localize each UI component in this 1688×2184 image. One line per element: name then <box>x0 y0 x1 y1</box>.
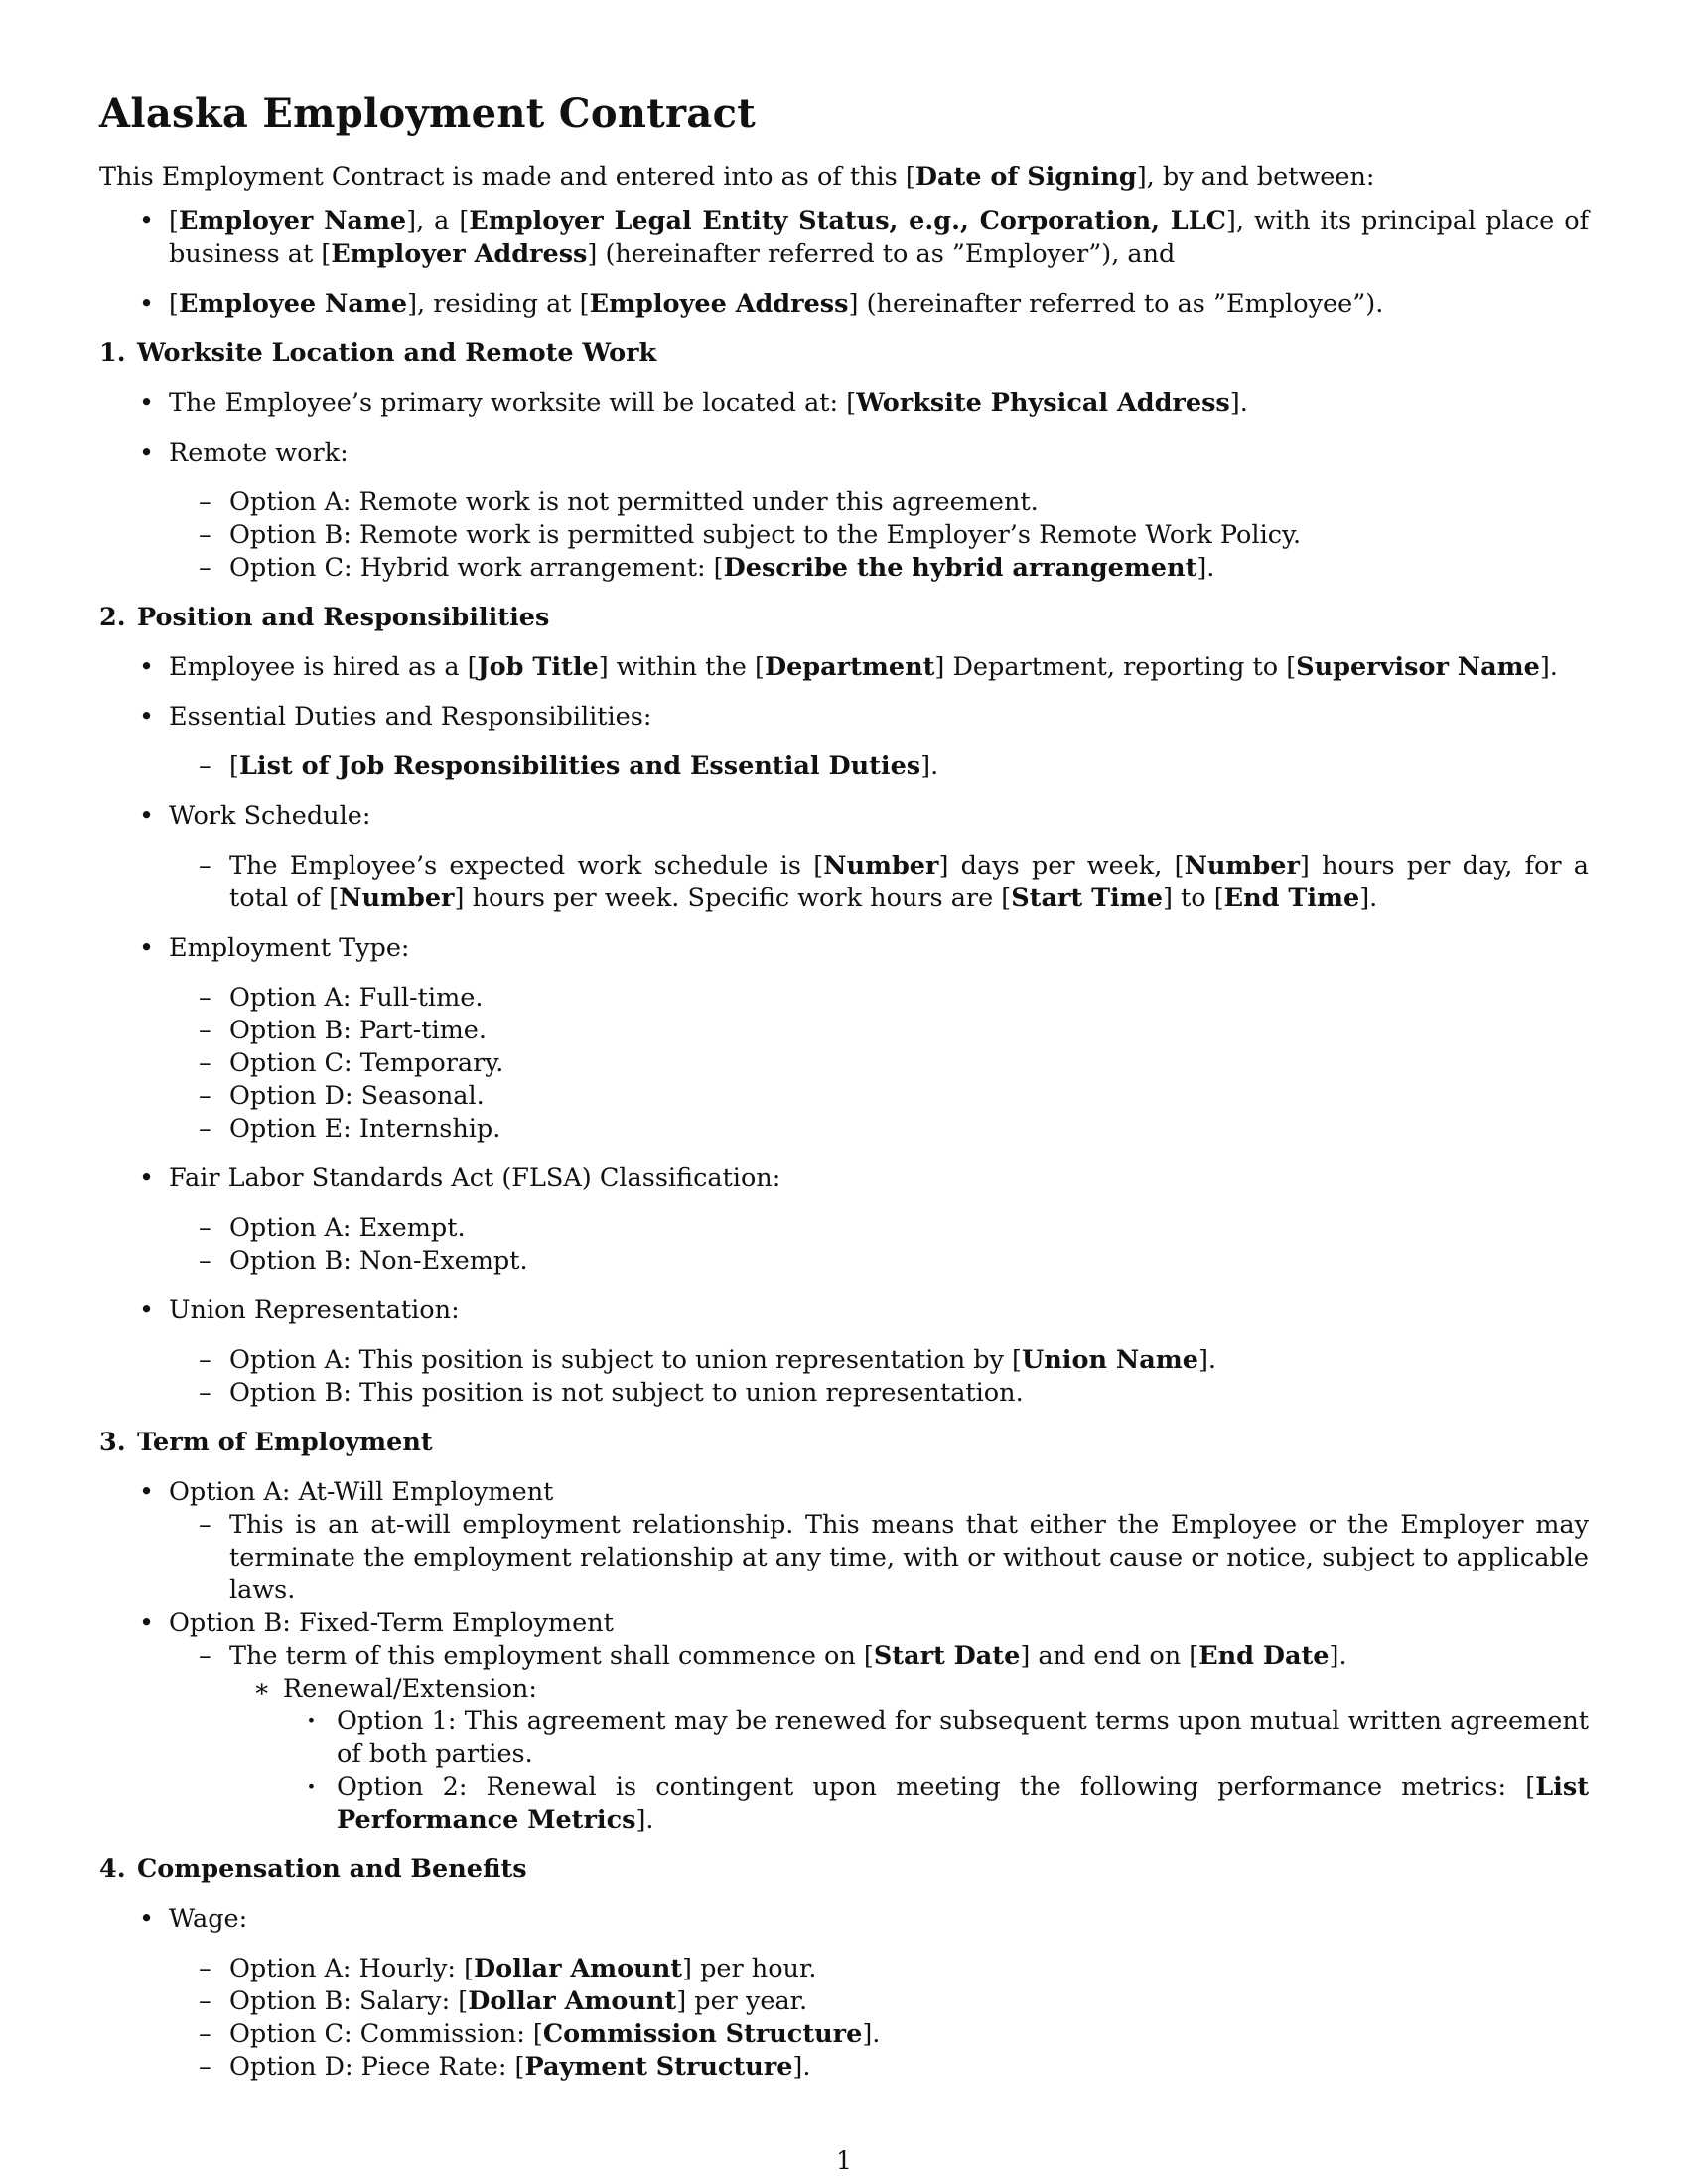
job-title-field: Job Title <box>477 652 599 682</box>
section-title: Compensation and Benefits <box>137 1854 527 1884</box>
list-item: – [List of Job Responsibilities and Essential Duties]. <box>169 751 1589 783</box>
list-label: Renewal/Extension: <box>283 1674 537 1704</box>
payment-structure-field: Payment Structure <box>524 2052 793 2082</box>
employer-entity-field: Employer Legal Entity Status, e.g., Corporation, LLC <box>469 206 1226 236</box>
list-label: Wage: <box>169 1904 248 1934</box>
flsa-item <box>99 1162 1589 1278</box>
wage-options <box>169 1953 1589 2084</box>
section-title: Position and Responsibilities <box>137 603 550 632</box>
section-3-list <box>99 1476 1589 1837</box>
section-title: Worksite Location and Remote Work <box>137 339 657 368</box>
at-will-item <box>99 1476 1589 1607</box>
duties-options <box>169 751 1589 783</box>
department-field: Department <box>764 652 935 682</box>
date-of-signing-field: Date of Signing <box>914 162 1137 192</box>
employment-type-item <box>99 932 1589 1146</box>
list-item: – This is an at-will employment relationship. This means that either the Employee or the Employer may terminate the employment relationship at any time, with or without cause or notice, subject to applicable laws. <box>169 1509 1589 1607</box>
remote-work-item <box>99 437 1589 585</box>
list-item: – Option A: Hourly: [Dollar Amount] per hour. <box>169 1953 1589 1985</box>
list-item: – Option B: Salary: [Dollar Amount] per year. <box>169 1985 1589 2018</box>
end-date-field: End Date <box>1198 1641 1330 1671</box>
remote-options <box>169 486 1589 585</box>
intro-text: ], by and between: <box>1136 162 1375 192</box>
list-item: – Option A: This position is subject to union representation by [Union Name]. <box>169 1344 1589 1377</box>
hours-number-field: Number <box>1184 851 1300 881</box>
renewal-options <box>283 1706 1589 1837</box>
list-item: – The Employee’s expected work schedule is [Number] days per week, [Number] hours per day, for a total of [Number] hours per week. Specific work hours are [Start Time] to [End Time]. <box>169 850 1589 915</box>
days-number-field: Number <box>823 851 939 881</box>
schedule-item <box>99 800 1589 915</box>
section-2-list <box>99 651 1589 1410</box>
list-item: – Option C: Hybrid work arrangement: [Describe the hybrid arrangement]. <box>169 552 1589 585</box>
parties-list <box>99 205 1589 321</box>
document-page <box>99 0 1589 2101</box>
page-number: 1 <box>836 2146 852 2175</box>
intro-text: This Employment Contract is made and entered into as of this [ <box>99 162 915 192</box>
list-item: · Option 2: Renewal is contingent upon meeting the following performance metrics: [List Performance Metrics]. <box>307 1771 1589 1837</box>
employee-party: • [Employee Name], residing at [Employee Address] (hereinafter referred to as ”Employee”). <box>99 288 1589 321</box>
list-label: Option B: Fixed-Term Employment <box>169 1608 614 1638</box>
performance-metrics-field: List Performance Metrics <box>337 1772 1589 1835</box>
section-number: 4. <box>99 1854 126 1884</box>
at-will-details <box>169 1509 1589 1607</box>
employee-name-field: Employee Name <box>178 289 408 319</box>
union-item <box>99 1295 1589 1410</box>
list-item: – The term of this employment shall commence on [Start Date] and end on [End Date]. ∗ Renewal/Extension: · Option 1: This agreement may be renewed for subsequent terms upon mutual written agreement of both parties. · Option 2: Renewal is contingent upon meeting the following performance metrics: [List Performance Metrics]. <box>169 1640 1589 1837</box>
worksite-address-field: Worksite Physical Address <box>856 388 1230 418</box>
list-label: Fair Labor Standards Act (FLSA) Classification: <box>169 1163 781 1193</box>
section-title: Term of Employment <box>137 1428 433 1457</box>
fixed-term-item <box>99 1607 1589 1837</box>
list-label: Remote work: <box>169 438 349 468</box>
hire-item: • Employee is hired as a [Job Title] within the [Department] Department, reporting to [Supervisor Name]. <box>99 651 1589 684</box>
list-item: – Option D: Seasonal. <box>169 1080 1589 1113</box>
wage-item <box>99 1903 1589 2084</box>
schedule-options <box>169 850 1589 915</box>
section-number: 2. <box>99 603 126 632</box>
hybrid-arrangement-field: Describe the hybrid arrangement <box>723 553 1197 583</box>
flsa-options <box>169 1212 1589 1278</box>
hourly-amount-field: Dollar Amount <box>474 1954 683 1983</box>
employee-address-field: Employee Address <box>589 289 849 319</box>
employer-party: • [Employer Name], a [Employer Legal Entity Status, e.g., Corporation, LLC], with its principal place of business at [Employer Address] (hereinafter referred to as ”Employer”), and <box>99 205 1589 271</box>
salary-amount-field: Dollar Amount <box>468 1986 677 2016</box>
duties-field: List of Job Responsibilities and Essential Duties <box>238 751 921 781</box>
commission-structure-field: Commission Structure <box>542 2019 863 2049</box>
list-item: – Option A: Exempt. <box>169 1212 1589 1245</box>
start-time-field: Start Time <box>1011 884 1163 913</box>
list-label: Union Representation: <box>169 1296 460 1325</box>
list-item: – Option C: Commission: [Commission Structure]. <box>169 2018 1589 2051</box>
list-item: – Option C: Temporary. <box>169 1047 1589 1080</box>
worksite-item: • The Employee’s primary worksite will be located at: [Worksite Physical Address]. <box>99 387 1589 420</box>
list-item: – Option B: Remote work is permitted subject to the Employer’s Remote Work Policy. <box>169 519 1589 552</box>
list-item: – Option B: Part-time. <box>169 1015 1589 1047</box>
list-label: Work Schedule: <box>169 801 371 831</box>
document-title: Alaska Employment Contract <box>99 90 757 137</box>
duties-item <box>99 701 1589 783</box>
list-item: – Option E: Internship. <box>169 1113 1589 1146</box>
list-label: Employment Type: <box>169 933 410 963</box>
union-name-field: Union Name <box>1022 1345 1198 1375</box>
intro-paragraph <box>99 161 1589 194</box>
start-date-field: Start Date <box>873 1641 1021 1671</box>
section-1-list <box>99 387 1589 585</box>
list-item: – Option D: Piece Rate: [Payment Structure]. <box>169 2051 1589 2084</box>
list-item: · Option 1: This agreement may be renewed for subsequent terms upon mutual written agreement of both parties. <box>307 1706 1589 1771</box>
section-4-heading <box>99 1853 1589 1886</box>
fixed-term-details <box>169 1640 1589 1837</box>
employer-name-field: Employer Name <box>178 206 407 236</box>
list-item: – Option B: Non-Exempt. <box>169 1245 1589 1278</box>
total-hours-field: Number <box>339 884 455 913</box>
union-options <box>169 1344 1589 1410</box>
end-time-field: End Time <box>1223 884 1360 913</box>
employment-type-options <box>169 982 1589 1146</box>
supervisor-name-field: Supervisor Name <box>1296 652 1540 682</box>
employer-address-field: Employer Address <box>331 239 588 269</box>
list-item: – Option A: Full-time. <box>169 982 1589 1015</box>
list-item: – Option A: Remote work is not permitted under this agreement. <box>169 486 1589 519</box>
list-label: Essential Duties and Responsibilities: <box>169 702 652 732</box>
section-1-heading <box>99 338 1589 370</box>
renewal-item <box>253 1673 1589 1837</box>
section-4-list <box>99 1903 1589 2084</box>
renewal-list <box>229 1673 1589 1837</box>
list-item: – Option B: This position is not subject to union representation. <box>169 1377 1589 1410</box>
section-2-heading <box>99 602 1589 634</box>
section-3-heading <box>99 1427 1589 1459</box>
list-label: Option A: At-Will Employment <box>169 1477 554 1507</box>
section-number: 1. <box>99 339 126 368</box>
section-number: 3. <box>99 1428 126 1457</box>
